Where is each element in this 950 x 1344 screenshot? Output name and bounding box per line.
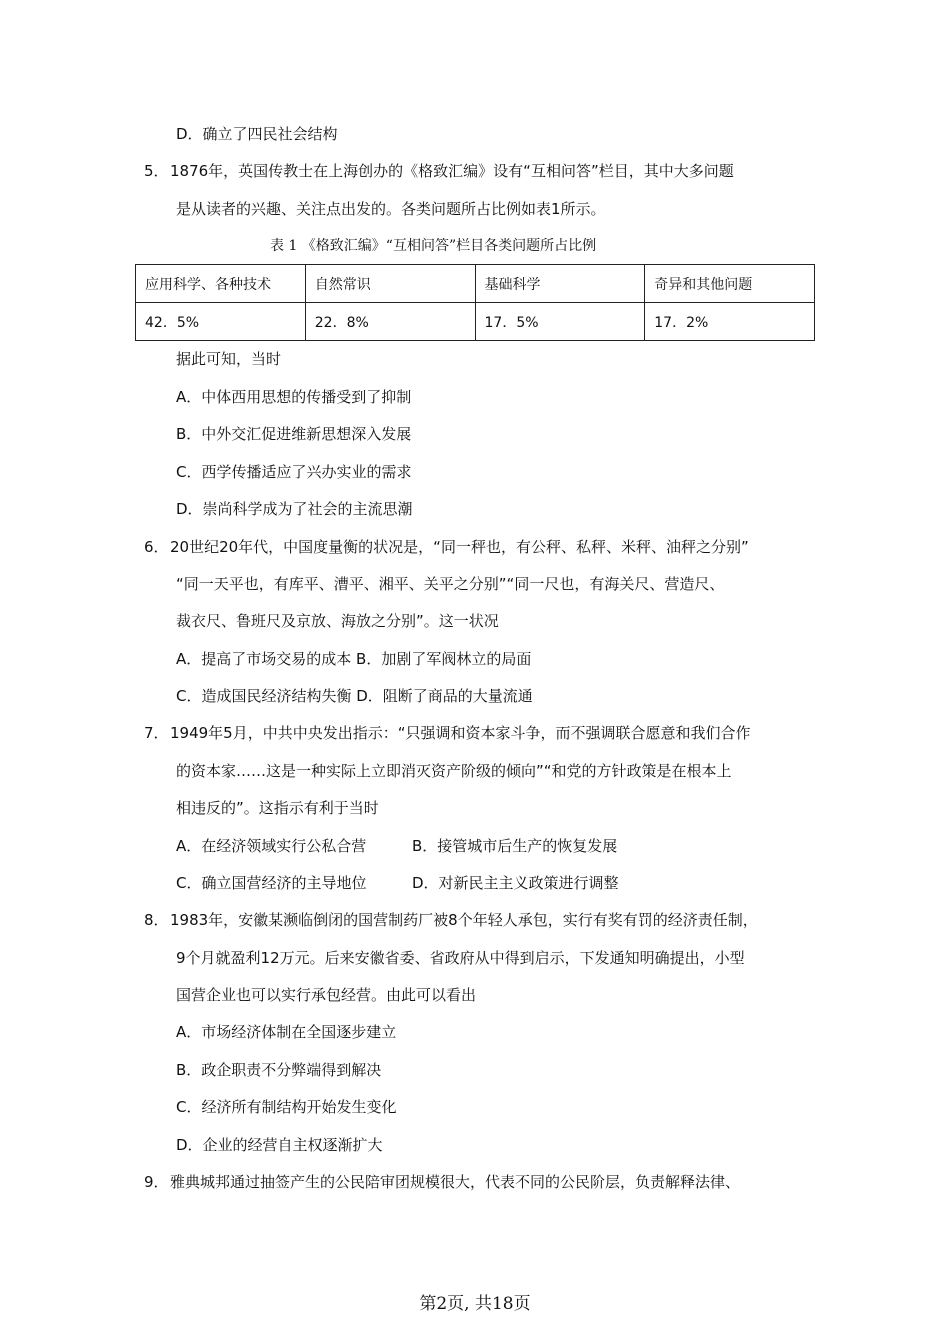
table-row — [136, 303, 815, 341]
table-cell: 17．2% — [645, 303, 815, 341]
table-header-cell: 基础科学 — [475, 265, 645, 303]
q8-option-c: C．经济所有制结构开始发生变化 — [176, 1098, 397, 1116]
q9-stem-line1: 雅典城邦通过抽签产生的公民陪审团规模很大，代表不同的公民阶层，负责解释法律、 — [170, 1173, 741, 1191]
q8-option-d: D．企业的经营自主权逐渐扩大 — [176, 1136, 383, 1154]
q8-option-b: B．政企职责不分弊端得到解决 — [176, 1061, 382, 1079]
table-header-cell: 应用科学、各种技术 — [136, 265, 306, 303]
q6-stem-line3: 裁衣尺、鲁班尺及京放、海放之分别”。这一状况 — [176, 612, 499, 630]
q6-stem-line1: 20世纪20年代，中国度量衡的状况是，“同一秤也，有公秤、私秤、米秤、油秤之分别” — [170, 538, 749, 556]
table-header-cell: 自然常识 — [305, 265, 475, 303]
q5-option-d: D．崇尚科学成为了社会的主流思潮 — [176, 500, 413, 518]
q7-stem-line3: 相违反的”。这指示有利于当时 — [176, 799, 379, 817]
q7-option-a: A．在经济领域实行公私合营 — [176, 837, 367, 855]
q8-stem-line2: 9个月就盈利12万元。后来安徽省委、省政府从中得到启示，下发通知明确提出，小型 — [176, 949, 745, 967]
q5-ratio-table — [135, 264, 815, 341]
q5-lead: 据此可知，当时 — [176, 350, 282, 368]
q7-number: 7． — [144, 724, 169, 742]
q5-stem-line2: 是从读者的兴趣、关注点出发的。各类问题所占比例如表1所示。 — [176, 200, 606, 218]
q8-option-a: A．市场经济体制在全国逐步建立 — [176, 1023, 397, 1041]
q7-option-d: D．对新民主主义政策进行调整 — [412, 874, 619, 892]
q8-stem-line1: 1983年，安徽某濒临倒闭的国营制药厂被8个年轻人承包，实行有奖有罚的经济责任制， — [170, 911, 758, 929]
table-header-cell: 奇异和其他问题 — [645, 265, 815, 303]
q9-number: 9． — [144, 1173, 169, 1191]
q7-option-c: C．确立国营经济的主导地位 — [176, 874, 367, 892]
q7-stem-line2: 的资本家……这是一种实际上立即消灭资产阶级的倾向”“和党的方针政策是在根本上 — [176, 762, 732, 780]
q5-option-c: C．西学传播适应了兴办实业的需求 — [176, 463, 412, 481]
q8-stem-line3: 国营企业也可以实行承包经营。由此可以看出 — [176, 986, 477, 1004]
q6-options-row2: C．造成国民经济结构失衡 D．阻断了商品的大量流通 — [176, 687, 533, 705]
q5-option-b: B．中外交汇促进维新思想深入发展 — [176, 425, 412, 443]
q6-options-row1: A．提高了市场交易的成本 B．加剧了军阀林立的局面 — [176, 650, 532, 668]
q7-stem-line1: 1949年5月，中共中央发出指示：“只强调和资本家斗争，而不强调联合愿意和我们合作 — [170, 724, 751, 742]
q7-option-b: B．接管城市后生产的恢复发展 — [412, 837, 618, 855]
page-footer: 第2页, 共18页 — [419, 1294, 531, 1314]
q8-number: 8． — [144, 911, 169, 929]
q4-option-d: D．确立了四民社会结构 — [176, 125, 338, 143]
q5-table-caption: 表 1 《格致汇编》“互相问答”栏目各类问题所占比例 — [270, 238, 597, 254]
q6-stem-line2: “同一天平也，有库平、漕平、湘平、关平之分别”“同一尺也，有海关尺、营造尺、 — [176, 575, 725, 593]
q6-number: 6． — [144, 538, 169, 556]
table-cell: 17．5% — [475, 303, 645, 341]
table-cell: 42．5% — [136, 303, 306, 341]
q5-number: 5． — [144, 162, 169, 180]
table-cell: 22．8% — [305, 303, 475, 341]
q5-option-a: A．中体西用思想的传播受到了抑制 — [176, 388, 412, 406]
table-header-row — [136, 265, 815, 303]
q5-stem-line1: 1876年，英国传教士在上海创办的《格致汇编》设有“互相问答”栏目，其中大多问题 — [170, 162, 734, 180]
